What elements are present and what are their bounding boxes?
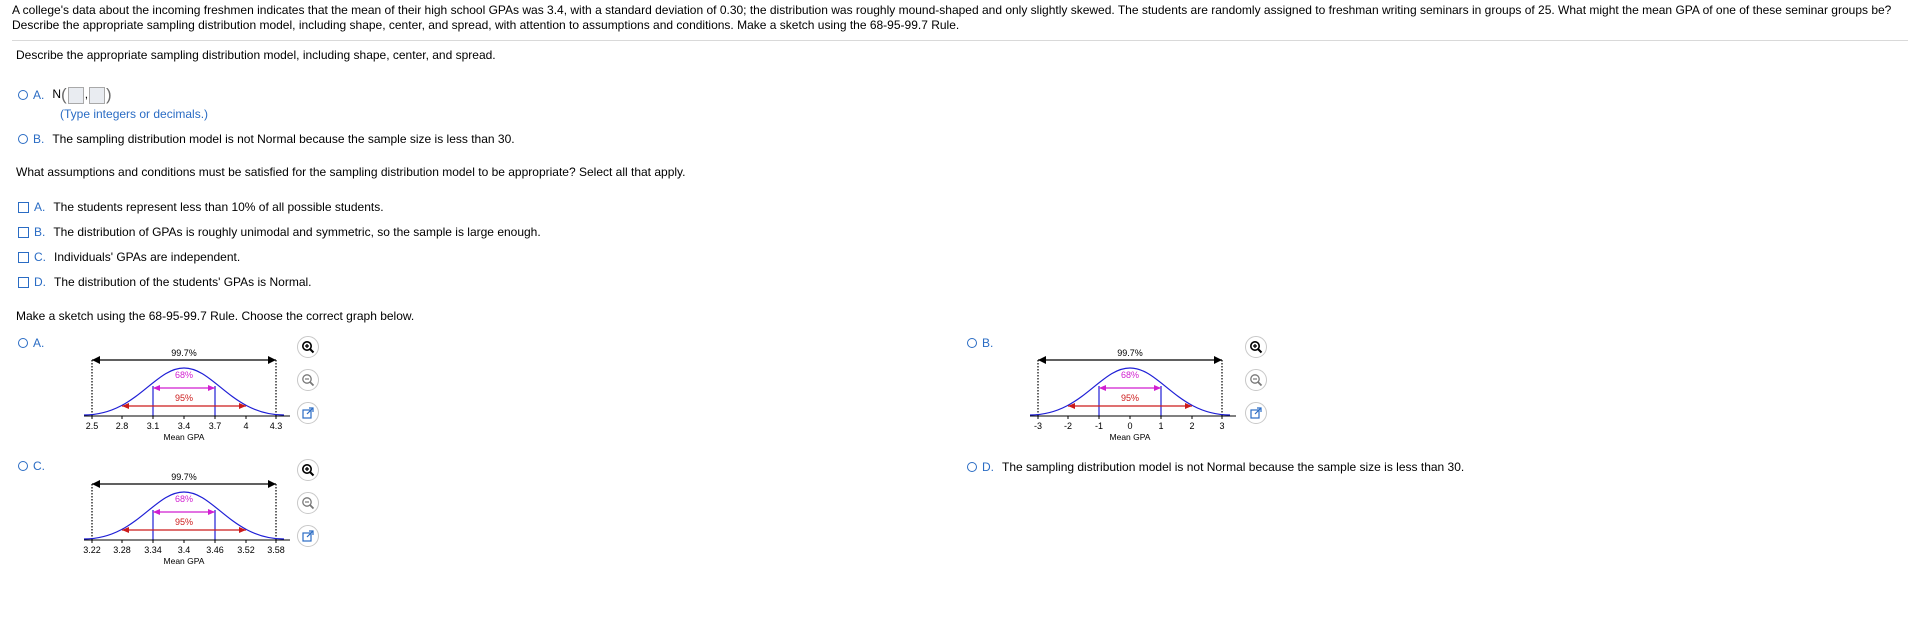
part1-option-a[interactable] bbox=[18, 85, 112, 105]
option-text: Individuals' GPAs are independent. bbox=[54, 250, 241, 264]
label-997: 99.7% bbox=[171, 348, 197, 358]
radio-graph-a[interactable] bbox=[18, 338, 28, 348]
arrow-68-right-head bbox=[208, 385, 215, 391]
checkbox-c[interactable] bbox=[18, 252, 29, 263]
popout-icon[interactable] bbox=[297, 525, 319, 547]
input-hint: (Type integers or decimals.) bbox=[60, 107, 209, 121]
label-95: 95% bbox=[1120, 393, 1140, 403]
graph-option-a[interactable] bbox=[18, 336, 52, 350]
checkbox-b[interactable] bbox=[18, 227, 29, 238]
option-letter: B. bbox=[982, 336, 994, 350]
label-997: 99.7% bbox=[171, 472, 197, 482]
graph-option-d[interactable] bbox=[967, 460, 1464, 474]
tick-label: 4 bbox=[243, 421, 249, 431]
arrow-68-left-head bbox=[1099, 385, 1106, 391]
divider bbox=[12, 40, 1908, 41]
zoom-in-icon[interactable] bbox=[1245, 336, 1267, 358]
zoom-out-icon[interactable] bbox=[297, 492, 319, 514]
x-axis-label: Mean GPA bbox=[163, 432, 205, 442]
option-text: The sampling distribution model is not Normal because the sample size is less than 30. bbox=[1002, 460, 1465, 474]
label-95: 95% bbox=[174, 393, 194, 403]
option-letter: C. bbox=[34, 250, 46, 264]
radio-graph-b[interactable] bbox=[967, 338, 977, 348]
option-letter: D. bbox=[982, 460, 994, 474]
radio-a[interactable] bbox=[18, 90, 28, 100]
tick-label: 3.28 bbox=[113, 545, 131, 555]
option-text: The students represent less than 10% of all possible students. bbox=[53, 200, 384, 214]
tick-label: 3.22 bbox=[83, 545, 101, 555]
label-997: 99.7% bbox=[1117, 348, 1143, 358]
option-letter: C. bbox=[33, 459, 45, 473]
part1-option-b[interactable] bbox=[18, 132, 515, 146]
tick-label: 2.5 bbox=[85, 421, 99, 431]
tick-label: -2 bbox=[1063, 421, 1073, 431]
tick-labels bbox=[86, 421, 283, 431]
option-letter: A. bbox=[34, 200, 46, 214]
option-letter: B. bbox=[34, 225, 46, 239]
tick-labels bbox=[83, 545, 285, 555]
checkbox-a[interactable] bbox=[18, 202, 29, 213]
normal-symbol: N bbox=[52, 87, 62, 102]
arrow-68-right-head bbox=[208, 509, 215, 515]
arrow-68-right-head bbox=[1154, 385, 1161, 391]
tick-label: 0 bbox=[1127, 421, 1133, 431]
zoom-out-icon[interactable] bbox=[1245, 369, 1267, 391]
graph-c bbox=[76, 470, 302, 570]
comma: , bbox=[84, 87, 89, 102]
tick-labels bbox=[1034, 421, 1225, 431]
label-68: 68% bbox=[1120, 370, 1140, 380]
x-axis-label: Mean GPA bbox=[1109, 432, 1151, 442]
graph-option-b[interactable] bbox=[967, 336, 1001, 350]
tick-label: 3.46 bbox=[206, 545, 224, 555]
tick-label: 3.58 bbox=[267, 545, 285, 555]
normal-notation bbox=[52, 85, 111, 105]
part2-prompt: What assumptions and conditions must be satisfied for the sampling distribution model to be appropriate? Select all that apply. bbox=[16, 165, 686, 179]
arrow-68-left-head bbox=[153, 385, 160, 391]
mean-input[interactable] bbox=[68, 87, 84, 104]
part3-prompt: Make a sketch using the 68-95-99.7 Rule. Choose the correct graph below. bbox=[16, 309, 415, 323]
popout-icon[interactable] bbox=[297, 402, 319, 424]
zoom-out-icon[interactable] bbox=[297, 369, 319, 391]
radio-graph-c[interactable] bbox=[18, 461, 28, 471]
tick-label: 2.8 bbox=[115, 421, 129, 431]
graph-a bbox=[76, 346, 302, 446]
tick-label: 3.4 bbox=[177, 545, 191, 555]
option-letter: A. bbox=[33, 88, 45, 102]
tick-label: 3.4 bbox=[177, 421, 191, 431]
tick-label: 3.7 bbox=[208, 421, 222, 431]
arrow-68-left-head bbox=[153, 509, 160, 515]
radio-graph-d[interactable] bbox=[967, 462, 977, 472]
open-paren: ( bbox=[61, 85, 67, 104]
tick-label: 3.34 bbox=[144, 545, 162, 555]
part2-option-d[interactable] bbox=[18, 275, 312, 289]
option-text: The distribution of GPAs is roughly unimodal and symmetric, so the sample is large enough. bbox=[53, 225, 541, 239]
tick-label: 2 bbox=[1189, 421, 1195, 431]
part1-prompt: Describe the appropriate sampling distribution model, including shape, center, and spread. bbox=[16, 48, 496, 62]
sd-input[interactable] bbox=[89, 87, 105, 104]
option-letter: B. bbox=[33, 132, 45, 146]
zoom-in-icon[interactable] bbox=[297, 336, 319, 358]
part2-option-c[interactable] bbox=[18, 250, 240, 264]
tick-label: -3 bbox=[1033, 421, 1043, 431]
tick-label: -1 bbox=[1094, 421, 1104, 431]
x-axis-label: Mean GPA bbox=[163, 556, 205, 566]
question-text: A college's data about the incoming freshmen indicates that the mean of their high school GPAs was 3.4, with a standard deviation of 0.30; the distribution was roughly mound-shaped and only slightly skewed. The students are randomly assigned to freshman writing seminars in groups of 25. What might the mean GPA of one of these seminar groups be? Describe the appropriate sampling distribution model, including shape, center, and spread, with attention to assumptions and conditions. Make a sketch using the 68-95-99.7 Rule. bbox=[12, 3, 1892, 32]
checkbox-d[interactable] bbox=[18, 277, 29, 288]
tick-label: 3 bbox=[1219, 421, 1225, 431]
tick-label: 3.52 bbox=[237, 545, 255, 555]
radio-b[interactable] bbox=[18, 134, 28, 144]
part2-option-b[interactable] bbox=[18, 225, 541, 239]
option-letter: A. bbox=[33, 336, 45, 350]
option-text: The distribution of the students' GPAs is Normal. bbox=[54, 275, 312, 289]
graph-b bbox=[1022, 346, 1248, 446]
label-68: 68% bbox=[174, 494, 194, 504]
part2-option-a[interactable] bbox=[18, 200, 384, 214]
label-95: 95% bbox=[174, 517, 194, 527]
popout-icon[interactable] bbox=[1245, 402, 1267, 424]
tick-label: 3.1 bbox=[146, 421, 160, 431]
graph-option-c[interactable] bbox=[18, 459, 53, 473]
label-68: 68% bbox=[174, 370, 194, 380]
option-letter: D. bbox=[34, 275, 46, 289]
close-paren: ) bbox=[106, 85, 112, 104]
tick-label: 4.3 bbox=[269, 421, 283, 431]
zoom-in-icon[interactable] bbox=[297, 459, 319, 481]
option-text: The sampling distribution model is not Normal because the sample size is less than 30. bbox=[52, 132, 515, 146]
tick-label: 1 bbox=[1158, 421, 1164, 431]
